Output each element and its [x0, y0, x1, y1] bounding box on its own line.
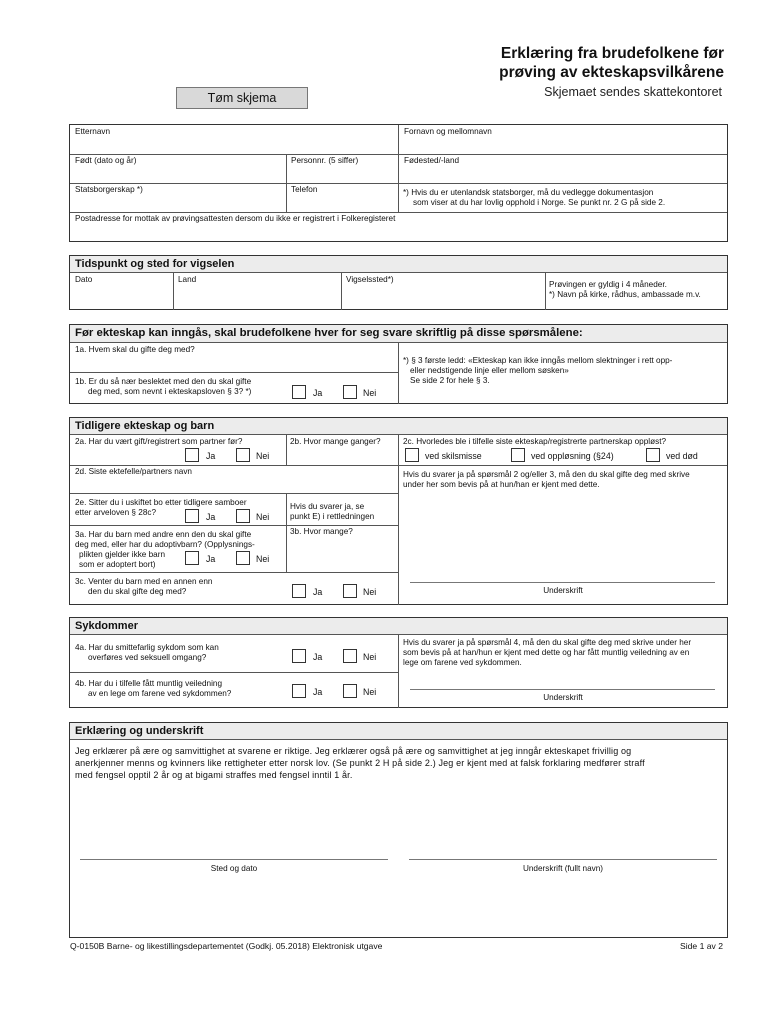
- illness-heading: Sykdommer: [70, 618, 727, 635]
- previous-marriage-info: Hvis du svarer ja på spørsmål 2 og/eller 3, må den du skal gifte deg med skrive under her som bevis på at hun/han er kjent med dette.: [403, 470, 690, 489]
- full-name-signature-field[interactable]: [409, 833, 719, 883]
- q1b-no-checkbox[interactable]: [343, 385, 357, 399]
- birthplace-field[interactable]: [399, 154, 727, 183]
- ceremony-place-field[interactable]: [342, 273, 545, 310]
- postal-address-field[interactable]: [70, 212, 727, 242]
- form-title-line2: prøving av ekteskapsvilkårene: [499, 64, 724, 81]
- phone-label: Telefon: [291, 185, 318, 194]
- previous-marriage-signature-field[interactable]: [399, 493, 727, 605]
- ceremony-date-label: Dato: [75, 275, 93, 284]
- q3a-no-checkbox[interactable]: [236, 551, 250, 565]
- q4b-yes-label: Ja: [313, 687, 323, 697]
- q2e-note: Hvis du svarer ja, se punkt E) i rettledningen: [290, 502, 375, 521]
- q3b-count-field[interactable]: [287, 525, 398, 572]
- citizenship-label: Statsborgerskap *): [75, 185, 143, 194]
- personal-number-label: Personnr. (5 siffer): [291, 156, 359, 165]
- spouse-name-field[interactable]: [70, 343, 398, 372]
- form-subtitle: Skjemaet sendes skattekontoret: [544, 85, 722, 99]
- q3a-label: 3a. Har du barn med andre enn den du skal gifte deg med, eller har du adoptivbarn? (Opplysnings- plikten gjelder ikke barn som er adoptert bort): [75, 530, 255, 569]
- q3c-yes-label: Ja: [313, 587, 323, 597]
- q2e-yes-checkbox[interactable]: [185, 509, 199, 523]
- illness-signature-label: Underskrift: [543, 693, 583, 702]
- place-date-label: Sted og dato: [210, 864, 258, 873]
- q4a-no-checkbox[interactable]: [343, 649, 357, 663]
- q2a-yes-checkbox[interactable]: [185, 448, 199, 462]
- q4a-yes-label: Ja: [313, 652, 323, 662]
- previous-spouse-name-field[interactable]: [70, 465, 398, 493]
- q2b-count-field[interactable]: [287, 435, 398, 465]
- q3c-yes-checkbox[interactable]: [292, 584, 306, 598]
- q3c-no-checkbox[interactable]: [343, 584, 357, 598]
- given-names-field[interactable]: [399, 125, 727, 154]
- q2a-yes-label: Ja: [206, 451, 216, 461]
- q2e-no-label: Nei: [256, 512, 270, 522]
- q4a-label: 4a. Har du smittefarlig sykdom som kan overføres ved seksuell omgang?: [75, 643, 219, 662]
- declaration-text: Jeg erklærer på ære og samvittighet at svarene er riktige. Jeg erklærer også på ære og samvittighet at jeg inngår ekteskapet frivillig og anerkjenner menns og kvinners like rettigheter etter norsk lov. (Se punkt 2 H på side 2.) Jeg er kjent med at falsk forklaring medfører straff med fengsel opptil 2 år og at bigami straffes med fengsel inntil 1 år.: [75, 746, 645, 780]
- q2a-label: 2a. Har du vært gift/registrert som partner før?: [75, 437, 243, 446]
- q1b-label: 1b. Er du så nær beslektet med den du skal gifte deg med, som nevnt i ekteskapsloven § 3? *): [75, 377, 252, 396]
- q4b-no-checkbox[interactable]: [343, 684, 357, 698]
- form-title: [499, 44, 724, 82]
- q1b-no-label: Nei: [363, 388, 377, 398]
- q2e-no-checkbox[interactable]: [236, 509, 250, 523]
- q3b-label: 3b. Hvor mange?: [290, 527, 353, 536]
- ceremony-country-field[interactable]: [174, 273, 341, 310]
- citizenship-field[interactable]: [70, 183, 286, 212]
- ceremony-heading: Tidspunkt og sted for vigselen: [70, 256, 727, 273]
- q4b-label: 4b. Har du i tilfelle fått muntlig veiledning av en lege om farene ved sykdommen?: [75, 679, 232, 698]
- q2c-label: 2c. Hvorledes ble i tilfelle siste ekteskap/registrerte partnerskap oppløst?: [403, 437, 667, 446]
- illness-signature-field[interactable]: [399, 673, 727, 708]
- ceremony-place-label: Vigselssted*): [346, 275, 394, 284]
- spouse-name-label: 1a. Hvem skal du gifte deg med?: [75, 345, 195, 354]
- q2e-label: 2e. Sitter du i uskiftet bo etter tidligere samboer etter arveloven § 28c?: [75, 498, 247, 517]
- q2c-dissolution-label: ved oppløsning (§24): [531, 451, 614, 461]
- q2a-no-checkbox[interactable]: [236, 448, 250, 462]
- phone-field[interactable]: [287, 183, 398, 212]
- q3a-yes-checkbox[interactable]: [185, 551, 199, 565]
- illness-info: Hvis du svarer ja på spørsmål 4, må den du skal gifte deg med skrive under her som bevis på at han/hun er kjent med dette og har fått muntlig veiledning av en lege om farene ved sykdommen.: [403, 638, 692, 667]
- q1b-yes-label: Ja: [313, 388, 323, 398]
- q4b-yes-checkbox[interactable]: [292, 684, 306, 698]
- declaration-section: [69, 722, 728, 938]
- q3a-yes-label: Ja: [206, 554, 216, 564]
- q2c-dissolution-checkbox[interactable]: [511, 448, 525, 462]
- questions-section: [69, 324, 728, 404]
- q4b-no-label: Nei: [363, 687, 377, 697]
- ceremony-country-label: Land: [178, 275, 197, 284]
- ceremony-note: Prøvingen er gyldig i 4 måneder. *) Navn på kirke, rådhus, ambassade m.v.: [549, 280, 701, 299]
- place-date-field[interactable]: [80, 833, 390, 883]
- q2c-divorce-label: ved skilsmisse: [425, 451, 482, 461]
- q2a-no-label: Nei: [256, 451, 270, 461]
- personal-number-field[interactable]: [287, 154, 398, 183]
- surname-label: Etternavn: [75, 127, 111, 136]
- footer-form-id: Q-0150B Barne- og likestillingsdepartementet (Godkj. 05.2018) Elektronisk utgave: [70, 941, 383, 951]
- birthplace-label: Fødested/-land: [404, 156, 460, 165]
- previous-marriage-signature-label: Underskrift: [543, 586, 583, 595]
- form-title-line1: Erklæring fra brudefolkene før: [500, 45, 724, 62]
- kinship-note: *) § 3 første ledd: «Ekteskap kan ikke inngås mellom slektninger i rett opp- eller nedstigende linje eller mellom søsken» Se side 2 for hele § 3.: [403, 356, 673, 385]
- ceremony-section: [69, 255, 728, 310]
- q2e-yes-label: Ja: [206, 512, 216, 522]
- surname-field[interactable]: [70, 125, 398, 154]
- q3a-no-label: Nei: [256, 554, 270, 564]
- q2c-death-checkbox[interactable]: [646, 448, 660, 462]
- full-name-signature-label: Underskrift (fullt navn): [522, 864, 604, 873]
- q2d-label: 2d. Siste ektefelle/partners navn: [75, 467, 192, 476]
- q1b-yes-checkbox[interactable]: [292, 385, 306, 399]
- ceremony-date-field[interactable]: [70, 273, 173, 310]
- q2c-death-label: ved død: [666, 451, 698, 461]
- q4a-no-label: Nei: [363, 652, 377, 662]
- q2b-label: 2b. Hvor mange ganger?: [290, 437, 381, 446]
- clear-form-button[interactable]: Tøm skjema: [176, 87, 308, 109]
- given-names-label: Fornavn og mellomnavn: [404, 127, 492, 136]
- postal-address-label: Postadresse for mottak av prøvingsattesten dersom du ikke er registrert i Folkeregisteret: [75, 214, 396, 223]
- previous-marriage-section: [69, 417, 728, 605]
- illness-section: [69, 617, 728, 708]
- q3c-label: 3c. Venter du barn med en annen enn den du skal gifte deg med?: [75, 577, 213, 596]
- q4a-yes-checkbox[interactable]: [292, 649, 306, 663]
- citizenship-note: *) Hvis du er utenlandsk statsborger, må du vedlegge dokumentasjon som viser at du har lovlig opphold i Norge. Se punkt nr. 2 G på side 2.: [403, 188, 666, 207]
- birth-date-field[interactable]: [70, 154, 286, 183]
- questions-heading: Før ekteskap kan inngås, skal brudefolkene hver for seg svare skriftlig på disse spørsmålene:: [70, 325, 727, 343]
- q3c-no-label: Nei: [363, 587, 377, 597]
- declaration-heading: Erklæring og underskrift: [70, 723, 727, 740]
- personal-info-section: [69, 124, 728, 242]
- birth-date-label: Født (dato og år): [75, 156, 137, 165]
- footer-page-number: Side 1 av 2: [680, 941, 723, 951]
- q2c-divorce-checkbox[interactable]: [405, 448, 419, 462]
- previous-marriage-heading: Tidligere ekteskap og barn: [70, 418, 727, 435]
